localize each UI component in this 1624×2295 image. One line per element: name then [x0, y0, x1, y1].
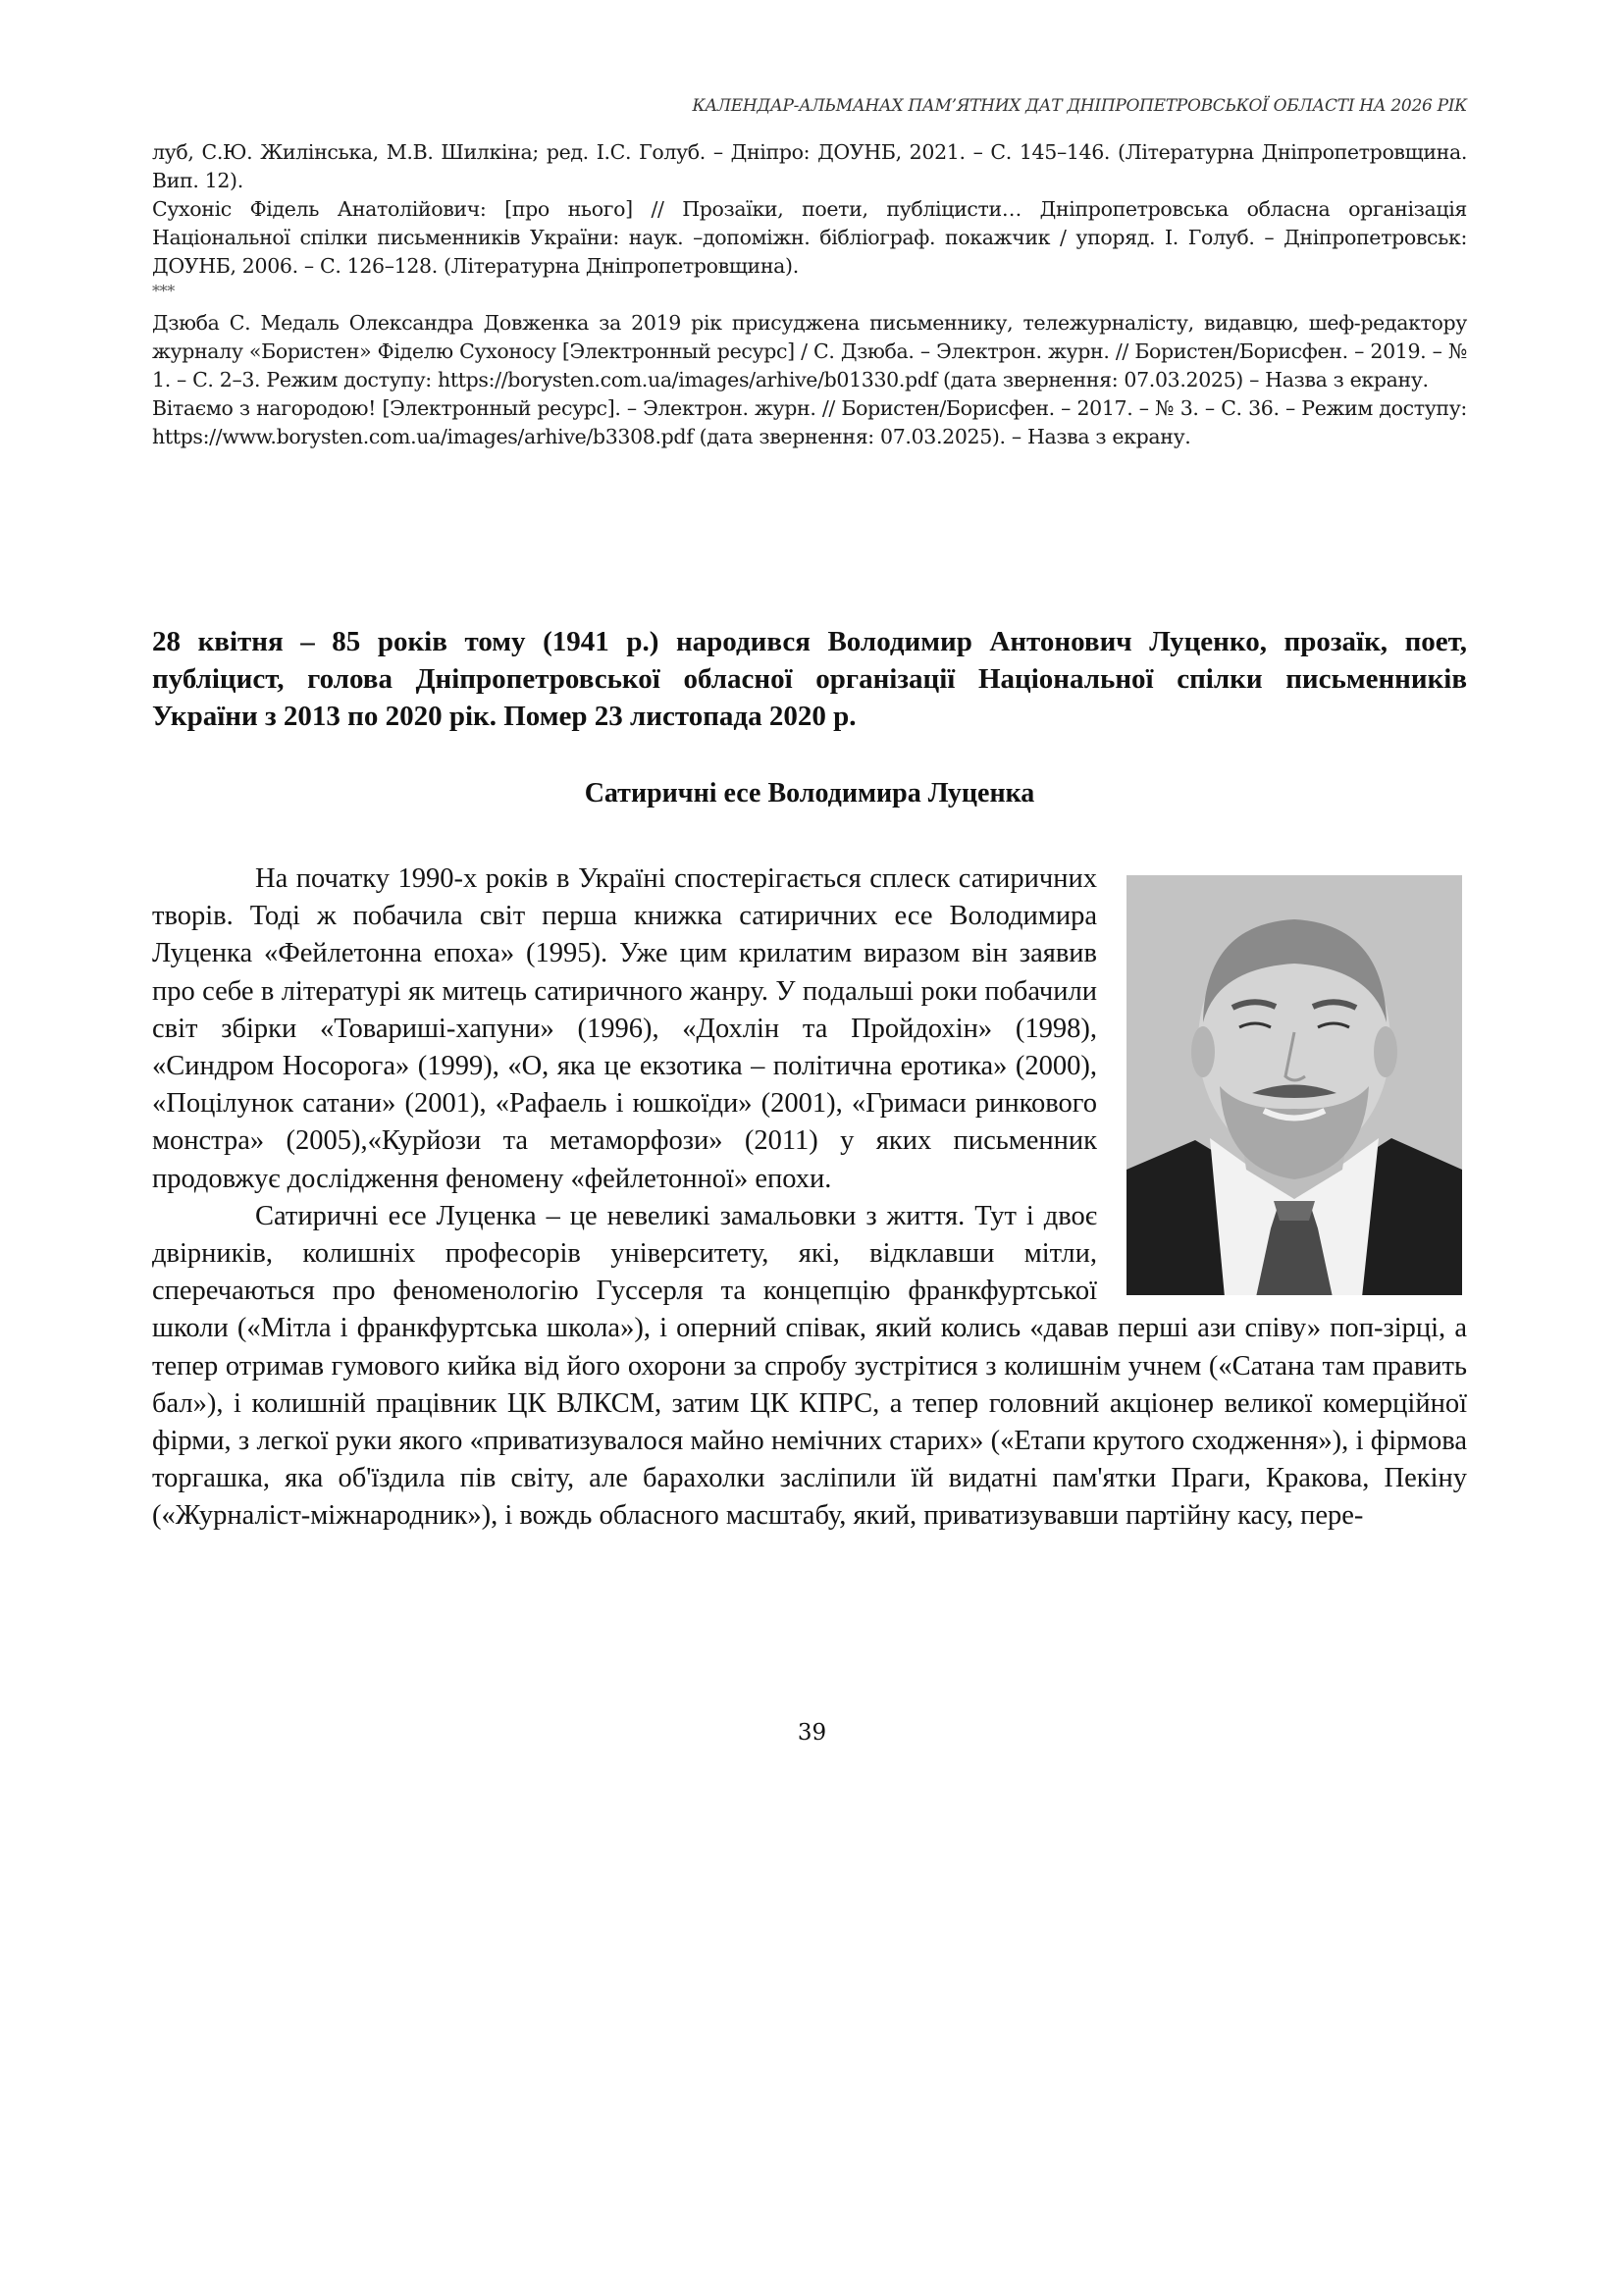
bibliography-list: [152, 138, 1467, 451]
section-separator: ***: [152, 282, 175, 300]
page-number: 39: [797, 1720, 827, 1746]
bibliography-entry: Дзюба С. Медаль Олександра Довженка за 2019 рік присуджена письменнику, тележурналісту, видавцю, шеф-редактору журналу «Бористен» Фіделю Сухоносу [Электронный ресурс] / С. Дзюба. – Электрон. журн. // Бористен/Борисфен. – 2019. – № 1. – С. 2–3. Режим доступу: https://borysten.com.ua/images/arhive/b01330.pdf (дата звернення: 07.03.2025) – Назва з екрану.: [152, 311, 1467, 391]
bibliography-entry: Сухоніс Фідель Анатолійович: [про нього] // Прозаїки, поети, публіцисти… Дніпропетровська обласна організація Національної спілки письменників України: наук. –допоміжн. бібліограф. покажчик / упоряд. І. Голуб. – Дніпропетровськ: ДОУНБ, 2006. – С. 126–128. (Літературна Дніпропетровщина).: [152, 197, 1467, 278]
article-title: Сатиричні есе Володимира Луценка: [584, 778, 1035, 808]
article-paragraph: Сатиричні есе Луценка – це невеликі замальовки з життя. Тут і двоє двірників, колишніх професорів університету, які, відклавши мітли, сперечаються про феноменологію Гуссерля та концепцію франкфуртської школи («Мітла і франкфуртська школа»), і оперний співак, який колись «давав перші ази співу» поп-зірці, а тепер отримав гумового кийка від його охорони за спробу зустрітися з колишнім учнем («Сатана там править бал»), і колишній працівник ЦК ВЛКСМ, затим ЦК КПРС, а тепер головний акціонер великої комерційної фірми, з легкої руки якого «приватизувалося майно немічних старих» («Етапи крутого сходження»), і фірмова торгашка, яка об'їздила пів світу, але барахолки засліпили їй видатні пам'ятки Праги, Кракова, Пекіну («Журналіст-міжнародник»), і вождь обласного масштабу, який, приватизувавши партійну касу, пере-: [152, 1200, 1467, 1532]
article-paragraph: На початку 1990-х років в Україні спостерігається сплеск сатиричних творів. Тоді ж побачила світ перша книжка сатиричних есе Володимира Луценка «Фейлетонна епоха» (1995). Уже цим крилатим виразом він заявив про себе в літературі як митець сатиричного жанру. У подальші роки побачили світ збірки «Товариші-хапуни» (1996), «Дохлін та Пройдохін» (1998), «Синдром Носорога» (1999), «О, яка це екзотика – політична еротика» (2000), «Поцілунок сатани» (2001), «Рафаель і юшкоїди» (2001), «Гримаси ринкового монстра» (2005),«Курйози та метаморфози» (2011) у яких письменник продовжує дослідження феномену «фейлетонної» епохи.: [152, 863, 1097, 1194]
portrait-image-icon: [1126, 875, 1462, 1295]
bibliography-entry: луб, С.Ю. Жилінська, М.В. Шилкіна; ред. І.С. Голуб. – Дніпро: ДОУНБ, 2021. – С. 145–146. (Літературна Дніпропетровщина. Вип. 12).: [152, 140, 1467, 192]
portrait-figure: [1126, 875, 1462, 1295]
running-header: КАЛЕНДАР-АЛЬМАНАХ ПАМ’ЯТНИХ ДАТ ДНІПРОПЕТРОВСЬКОЇ ОБЛАСТІ НА 2026 РІК: [692, 96, 1467, 116]
article-body: [152, 861, 1467, 1536]
anniversary-announcement: 28 квітня – 85 років тому (1941 р.) народився Володимир Антонович Луценко, прозаїк, поет, публіцист, голова Дніпропетровської обласної організації Національної спілки письменників України з 2013 по 2020 рік. Помер 23 листопада 2020 р.: [152, 626, 1467, 732]
portrait-photo: [1126, 875, 1462, 1295]
bibliography-entry: Вітаємо з нагородою! [Электронный ресурс]. – Электрон. журн. // Бористен/Борисфен. – 2017. – № 3. – С. 36. – Режим доступу: https://www.borysten.com.ua/images/arhive/b3308.pdf (дата звернення: 07.03.2025). – Назва з екрану.: [152, 396, 1467, 448]
